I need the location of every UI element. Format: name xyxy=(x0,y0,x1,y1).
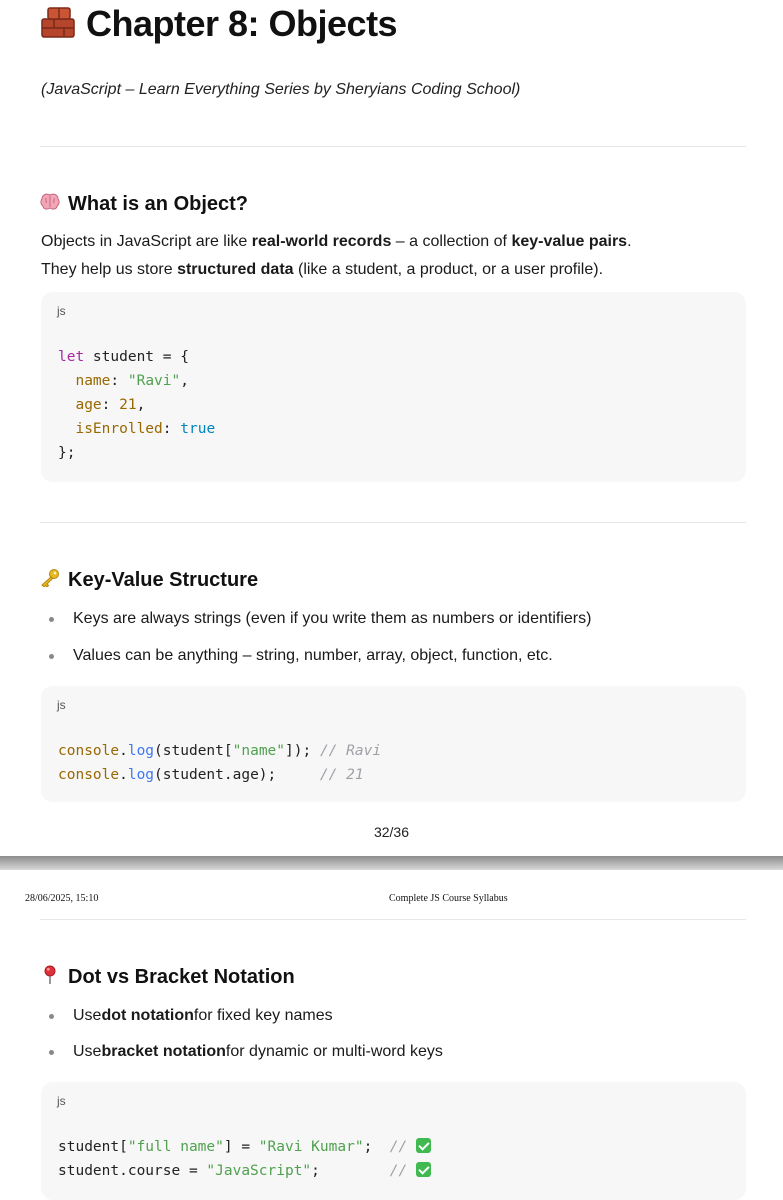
divider xyxy=(40,522,746,523)
code-content: console.log(student["name"]); // Ravi console.log(student.age); // 21 xyxy=(58,743,382,783)
section-heading-text: Dot vs Bracket Notation xyxy=(68,965,295,988)
pushpin-icon xyxy=(40,965,60,990)
chapter-title-row xyxy=(40,0,397,48)
check-mark-icon xyxy=(416,1138,431,1153)
list-item: Keys are always strings (even if you write them as numbers or identifiers) xyxy=(49,610,591,628)
code-block-student-object[interactable] xyxy=(41,292,746,482)
code-block-notation[interactable] xyxy=(41,1082,746,1200)
page-break-separator xyxy=(0,856,783,870)
print-header-title: Complete JS Course Syllabus xyxy=(389,893,508,904)
list-item: Use dot notation for fixed key names xyxy=(49,1007,333,1025)
code-language-label: js xyxy=(57,698,66,712)
brain-icon xyxy=(40,193,60,216)
list-item: Values can be anything – string, number, array, object, function, etc. xyxy=(49,647,553,665)
list-item: Use bracket notation for dynamic or multi-word keys xyxy=(49,1043,443,1061)
print-header-date: 28/06/2025, 15:10 xyxy=(25,893,99,904)
paragraph-object-definition: Objects in JavaScript are like real-world records – a collection of key-value pairs. xyxy=(41,233,632,250)
section-heading-text: Key-Value Structure xyxy=(68,568,259,591)
subtitle: (JavaScript – Learn Everything Series by Sheryians Coding School) xyxy=(41,81,521,98)
divider xyxy=(40,919,746,920)
code-language-label: js xyxy=(57,1094,66,1108)
page-number: 32/36 xyxy=(373,824,410,840)
bricks-icon xyxy=(40,5,76,44)
paragraph-object-usage: They help us store structured data (like a student, a product, or a user profile). xyxy=(41,261,604,278)
section-heading-what-is-object xyxy=(40,191,248,217)
code-content: student["full name"] = "Ravi Kumar"; // student.course = "JavaScript"; // xyxy=(58,1135,431,1183)
section-heading-text: What is an Object? xyxy=(68,192,249,215)
code-language-label: js xyxy=(57,304,66,318)
code-content: let student = { name: "Ravi", age: 21, isEnrolled: true }; xyxy=(58,349,216,461)
key-icon xyxy=(40,569,60,592)
section-heading-dot-vs-bracket xyxy=(40,964,295,990)
page-title: Chapter 8: Objects xyxy=(86,3,398,44)
section-heading-key-value xyxy=(40,567,258,593)
divider xyxy=(40,146,746,147)
check-mark-icon xyxy=(416,1162,431,1177)
code-block-access-values[interactable] xyxy=(41,686,746,802)
